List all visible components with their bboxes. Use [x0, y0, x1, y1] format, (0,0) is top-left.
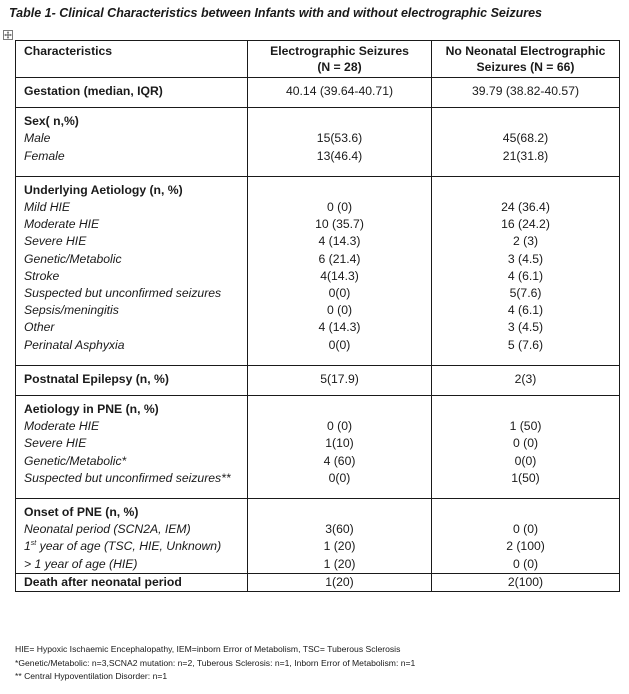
table-title: Table 1- Clinical Characteristics between Infants with and without electrographic Seizures: [9, 6, 542, 20]
table-row: [16, 130, 620, 147]
footnotes: [15, 643, 415, 684]
value-seizures: 0(0): [248, 285, 432, 302]
row-label: Other: [16, 319, 248, 336]
table-row: [16, 233, 620, 250]
table-row: [16, 268, 620, 285]
table-row: [16, 470, 620, 487]
footnote: ** Central Hypoventilation Disorder: n=1: [15, 671, 168, 682]
value-no-seizures: 0(0): [432, 453, 620, 470]
header-no-seizures: [432, 41, 620, 78]
value-seizures: 0(0): [248, 470, 432, 487]
value-seizures: 4 (14.3): [248, 319, 432, 336]
footnote: HIE= Hypoxic Ischaemic Encephalopathy, IEM=inborn Error of Metabolism, TSC= Tuberous Sclerosis: [15, 644, 401, 654]
clinical-characteristics-table: [15, 40, 620, 592]
label-rest: year of age (TSC, HIE, Unknown): [36, 539, 222, 554]
aetiology-heading: Underlying Aetiology (n, %): [16, 176, 248, 199]
value-no-seizures: 5(7.6): [432, 285, 620, 302]
gestation-row: [16, 78, 620, 108]
value-seizures: 6 (21.4): [248, 251, 432, 268]
pne-aetiology-heading-row: [16, 396, 620, 419]
value-no-seizures: 0 (0): [432, 435, 620, 452]
value-no-seizures: 2 (3): [432, 233, 620, 250]
death-row: [16, 573, 620, 591]
table-row: [16, 302, 620, 319]
row-label: Genetic/Metabolic*: [16, 453, 248, 470]
row-label: Sepsis/meningitis: [16, 302, 248, 319]
value-seizures: 1(10): [248, 435, 432, 452]
move-handle-icon[interactable]: [3, 30, 13, 40]
value-seizures: 0 (0): [248, 418, 432, 435]
header-seizures-line1: Electrographic Seizures: [270, 44, 409, 58]
row-label: Severe HIE: [16, 233, 248, 250]
header-noseizures-line2: Seizures (N = 66): [476, 60, 575, 74]
onset-heading-row: [16, 499, 620, 522]
row-label: Neonatal period (SCN2A, IEM): [16, 521, 248, 538]
postnatal-no-seizures: 2(3): [432, 365, 620, 395]
value-no-seizures: 24 (36.4): [432, 199, 620, 216]
postnatal-label: Postnatal Epilepsy (n, %): [16, 365, 248, 395]
row-label: Genetic/Metabolic: [16, 251, 248, 268]
sex-heading: Sex( n,%): [16, 108, 248, 131]
footnote: *Genetic/Metabolic: n=3,SCNA2 mutation: n=2, Tuberous Sclerosis: n=1, Inborn Error of Metabolism: n=1: [15, 657, 416, 668]
death-seizures: 1(20): [248, 573, 432, 591]
table-row: [16, 319, 620, 336]
sex-heading-row: [16, 108, 620, 131]
row-label: Suspected but unconfirmed seizures**: [16, 470, 248, 487]
value-no-seizures: 3 (4.5): [432, 319, 620, 336]
table-row: [16, 199, 620, 216]
value-seizures: 4 (14.3): [248, 233, 432, 250]
table-row: [16, 538, 620, 555]
row-label: Perinatal Asphyxia: [16, 337, 248, 354]
row-label: Male: [16, 130, 248, 147]
value-seizures: 0 (0): [248, 302, 432, 319]
value-no-seizures: 4 (6.1): [432, 302, 620, 319]
value-seizures: 13(46.4): [248, 148, 432, 165]
row-label: Severe HIE: [16, 435, 248, 452]
spacer-row: [16, 354, 620, 366]
row-label: [16, 538, 248, 555]
row-label: Moderate HIE: [16, 418, 248, 435]
onset-heading: Onset of PNE (n, %): [16, 499, 248, 522]
value-no-seizures: 1 (50): [432, 418, 620, 435]
table-row: [16, 337, 620, 354]
value-no-seizures: 1(50): [432, 470, 620, 487]
value-no-seizures: 3 (4.5): [432, 251, 620, 268]
value-seizures: 0 (0): [248, 199, 432, 216]
postnatal-seizures: 5(17.9): [248, 365, 432, 395]
row-label: > 1 year of age (HIE): [16, 556, 248, 574]
header-characteristics: Characteristics: [16, 41, 248, 78]
table-row: [16, 556, 620, 574]
row-label: Moderate HIE: [16, 216, 248, 233]
value-seizures: 4(14.3): [248, 268, 432, 285]
table-row: [16, 285, 620, 302]
value-seizures: 0(0): [248, 337, 432, 354]
value-seizures: 1 (20): [248, 538, 432, 555]
table-row: [16, 418, 620, 435]
table-row: [16, 521, 620, 538]
value-no-seizures: 4 (6.1): [432, 268, 620, 285]
gestation-no-seizures: 39.79 (38.82-40.57): [432, 78, 620, 108]
row-label: Suspected but unconfirmed seizures: [16, 285, 248, 302]
header-row: [16, 41, 620, 78]
row-label: Female: [16, 148, 248, 165]
death-label: Death after neonatal period: [16, 573, 248, 591]
value-no-seizures: 45(68.2): [432, 130, 620, 147]
value-seizures: 15(53.6): [248, 130, 432, 147]
value-no-seizures: 2 (100): [432, 538, 620, 555]
gestation-seizures: 40.14 (39.64-40.71): [248, 78, 432, 108]
header-noseizures-line1: No Neonatal Electrographic: [445, 44, 606, 58]
label-sup: st: [30, 540, 37, 548]
value-seizures: 10 (35.7): [248, 216, 432, 233]
table-row: [16, 216, 620, 233]
spacer-row: [16, 165, 620, 177]
value-no-seizures: 0 (0): [432, 556, 620, 574]
spacer-row: [16, 487, 620, 499]
pne-aetiology-heading: Aetiology in PNE (n, %): [16, 396, 248, 419]
value-seizures: 4 (60): [248, 453, 432, 470]
table-row: [16, 148, 620, 165]
header-electrographic-seizures: [248, 41, 432, 78]
value-no-seizures: 0 (0): [432, 521, 620, 538]
value-seizures: 3(60): [248, 521, 432, 538]
row-label: Mild HIE: [16, 199, 248, 216]
header-seizures-line2: (N = 28): [317, 60, 362, 74]
gestation-label: Gestation (median, IQR): [16, 78, 248, 108]
value-no-seizures: 5 (7.6): [432, 337, 620, 354]
table-row: [16, 251, 620, 268]
table-row: [16, 453, 620, 470]
label-num: 1: [24, 539, 31, 554]
postnatal-epilepsy-row: [16, 365, 620, 395]
death-no-seizures: 2(100): [432, 573, 620, 591]
value-seizures: 1 (20): [248, 556, 432, 574]
row-label: Stroke: [16, 268, 248, 285]
aetiology-heading-row: [16, 176, 620, 199]
value-no-seizures: 16 (24.2): [432, 216, 620, 233]
table-row: [16, 435, 620, 452]
value-no-seizures: 21(31.8): [432, 148, 620, 165]
